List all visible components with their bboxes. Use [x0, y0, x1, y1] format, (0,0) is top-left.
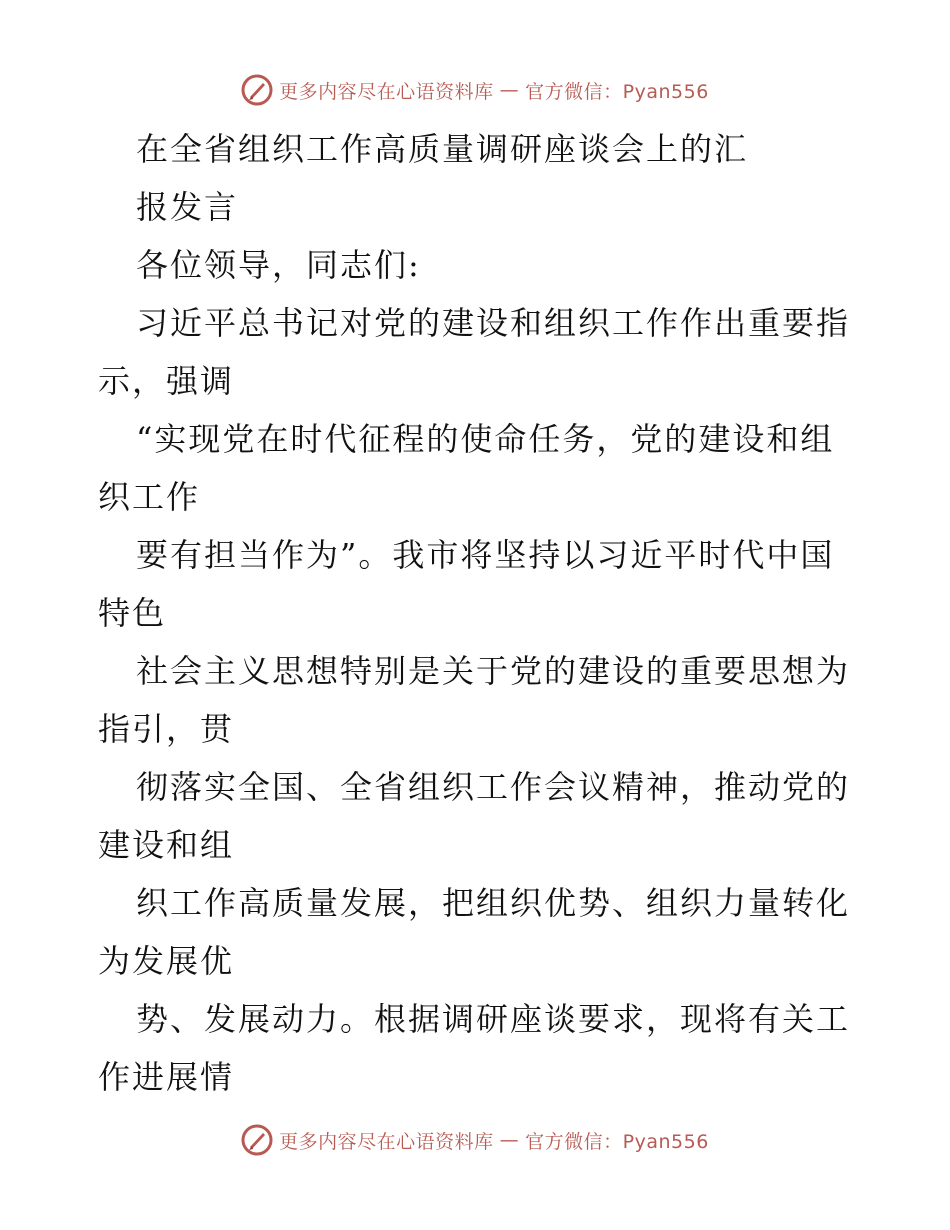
watermark-text: 更多内容尽在心语资料库 [279, 1130, 494, 1153]
paragraph-line: 彻落实全国、全省组织工作会议精神，推动党的 [136, 768, 851, 806]
paragraph-line: 织工作高质量发展，把组织优势、组织力量转化 [136, 884, 851, 922]
title-line-2: 报发言 [136, 188, 239, 226]
watermark-footer-inner [241, 1124, 709, 1156]
watermark-text: 更多内容尽在心语资料库 [279, 80, 494, 103]
paragraph-line: 为发展优 [98, 942, 235, 980]
paragraph-line: 势、发展动力。根据调研座谈要求，现将有关工 [136, 1000, 851, 1038]
paragraph-line: 示，强调 [98, 362, 235, 400]
quill-logo-icon [241, 74, 273, 106]
paragraph-line: 作进展情 [98, 1058, 235, 1096]
watermark-separator: — [499, 79, 520, 101]
paragraph-line: 指引，贯 [98, 710, 235, 748]
watermark-footer [0, 1120, 950, 1160]
watermark-header [0, 70, 950, 110]
paragraph-line: 建设和组 [98, 826, 235, 864]
paragraph-line: “实现党在时代征程的使命任务，党的建设和组 [136, 420, 835, 458]
paragraph-line: 习近平总书记对党的建设和组织工作作出重要指 [136, 304, 851, 342]
paragraph-line: 织工作 [98, 478, 201, 516]
title-line-1: 在全省组织工作高质量调研座谈会上的汇 [136, 130, 749, 168]
paragraph-line: 要有担当作为”。我市将坚持以习近平时代中国 [136, 536, 835, 574]
document-body [98, 120, 858, 1106]
watermark-separator: — [499, 1129, 520, 1151]
watermark-wechat: 官方微信：Pyan556 [525, 1130, 709, 1153]
quill-logo-icon [241, 1124, 273, 1156]
salutation: 各位领导，同志们: [136, 246, 421, 284]
watermark-wechat: 官方微信：Pyan556 [525, 80, 709, 103]
paragraph-line: 特色 [98, 594, 167, 632]
paragraph-line: 社会主义思想特别是关于党的建设的重要思想为 [136, 652, 851, 690]
watermark-header-inner [241, 74, 709, 106]
